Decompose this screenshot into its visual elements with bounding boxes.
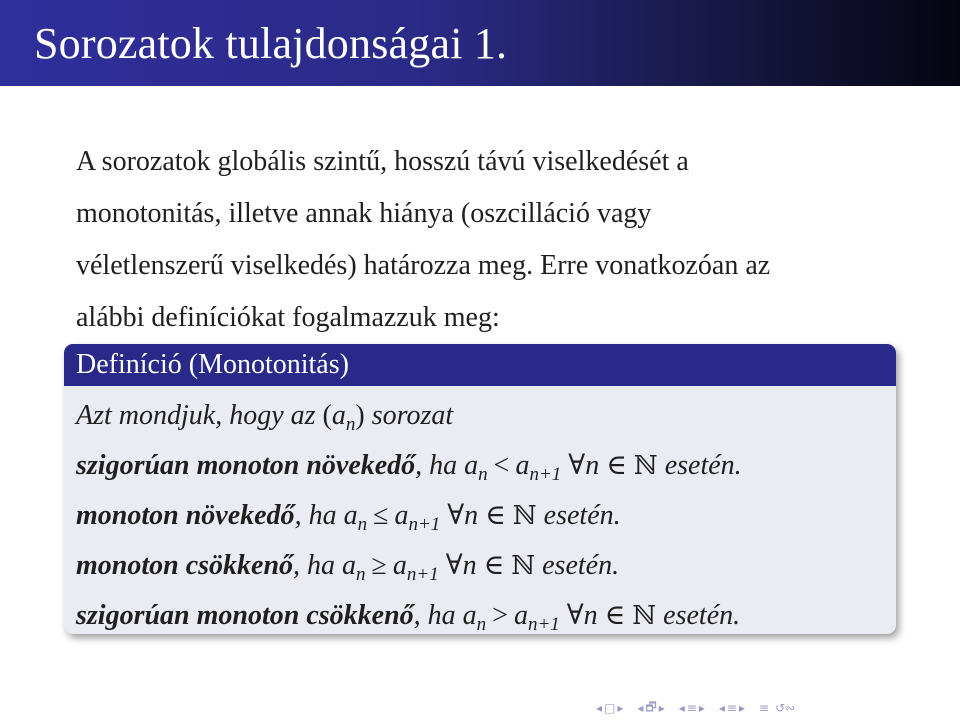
rhs-var: a — [515, 450, 530, 481]
seq-open-paren: ( — [322, 400, 332, 431]
definition-header: Definíció (Monotonitás) — [64, 344, 896, 386]
rhs-sub: n+1 — [529, 464, 562, 485]
nav-prev-icon[interactable]: ◂ — [678, 701, 685, 715]
lhs-sub: n — [356, 564, 366, 585]
naturals-symbol: ℕ — [512, 501, 537, 531]
definition-term: szigorúan monoton növekedő — [76, 450, 416, 481]
lhs-var: a — [464, 450, 479, 481]
definition-item — [76, 542, 896, 592]
definition-lead-text: Azt mondjuk, hogy az — [76, 400, 316, 431]
intro-line: A sorozatok globális szintű, hosszú távú viselkedését a — [76, 146, 689, 177]
definition-item — [76, 592, 896, 634]
naturals-symbol: ℕ — [632, 601, 657, 631]
nav-next-icon[interactable]: ▸ — [658, 701, 665, 715]
beamer-navigation-bar — [596, 700, 795, 716]
nav-prev-icon[interactable]: ◂ — [718, 701, 725, 715]
lhs-sub: n — [357, 514, 368, 535]
rhs-sub: n+1 — [406, 564, 439, 585]
nav-prev-icon[interactable]: ◂ — [637, 701, 644, 715]
seq-subscript: n — [345, 414, 356, 435]
definition-item — [76, 492, 896, 542]
nav-subsection-icon[interactable]: 🗗 — [645, 699, 657, 714]
slide-title-bar — [0, 0, 960, 86]
rhs-sub: n+1 — [408, 514, 441, 535]
definition-cond: , ha — [415, 450, 458, 481]
naturals-symbol: ℕ — [633, 451, 658, 481]
definition-end: esetén. — [663, 600, 741, 631]
definition-body — [64, 386, 896, 634]
definition-end: esetén. — [543, 500, 621, 531]
intro-paragraph — [76, 136, 896, 344]
nav-next-icon[interactable]: ▸ — [738, 701, 745, 715]
nav-section-group[interactable] — [679, 701, 705, 715]
forall-clause: ∀n ∈ — [566, 600, 626, 631]
intro-line: véletlenszerű viselkedés) határozza meg. Erre vonatkozóan az — [76, 250, 771, 281]
definition-end: esetén. — [664, 450, 742, 481]
lhs-var: a — [343, 500, 358, 531]
definition-cond: , ha — [293, 550, 336, 581]
definition-cond: , ha — [294, 500, 337, 531]
forall-clause: ∀n ∈ — [447, 500, 506, 531]
slide-title: Sorozatok tulajdonságai 1. — [34, 19, 508, 68]
forall-clause: ∀n ∈ — [568, 450, 627, 481]
definition-term: monoton növekedő — [76, 500, 295, 531]
relation-symbol: ≥ — [371, 550, 387, 581]
rhs-var: a — [513, 600, 528, 631]
nav-align-icon[interactable]: ≡ — [759, 701, 770, 715]
nav-next-icon[interactable]: ▸ — [698, 701, 705, 715]
lhs-var: a — [342, 550, 357, 581]
seq-close-paren: ) — [355, 400, 365, 431]
definition-end: esetén. — [542, 550, 620, 581]
definition-block — [64, 344, 896, 634]
rhs-var: a — [392, 550, 407, 581]
lhs-sub: n — [478, 464, 488, 485]
lhs-sub: n — [476, 614, 487, 634]
naturals-symbol: ℕ — [511, 551, 536, 581]
relation-symbol: > — [492, 600, 508, 631]
definition-lead — [76, 392, 896, 442]
nav-frame-group[interactable] — [596, 701, 623, 715]
lhs-var: a — [462, 600, 477, 631]
forall-clause: ∀n ∈ — [445, 550, 505, 581]
definition-term: monoton csökkenő — [76, 550, 294, 581]
rhs-var: a — [394, 500, 409, 531]
rhs-sub: n+1 — [527, 614, 560, 634]
nav-next-icon[interactable]: ▸ — [617, 701, 624, 715]
nav-prev-icon[interactable]: ◂ — [596, 701, 603, 715]
nav-section-icon[interactable]: ≡ — [686, 701, 697, 715]
nav-search-zoom-icon[interactable]: ↺∾ — [775, 701, 796, 715]
definition-cond: , ha — [413, 600, 456, 631]
nav-subsection-group[interactable] — [637, 698, 664, 719]
definition-term: szigorúan monoton csökkenő — [76, 600, 414, 631]
nav-frame-icon[interactable]: □ — [604, 701, 616, 715]
intro-line: alábbi definíciókat fogalmazzuk meg: — [76, 302, 500, 333]
definition-lead-end: sorozat — [371, 400, 454, 431]
nav-document-group[interactable] — [719, 701, 745, 715]
definition-item — [76, 442, 896, 492]
nav-document-icon[interactable]: ≡ — [726, 701, 737, 715]
relation-symbol: ≤ — [373, 500, 389, 531]
seq-variable: a — [331, 400, 346, 431]
relation-symbol: < — [493, 450, 510, 481]
intro-line: monotonitás, illetve annak hiánya (oszcilláció vagy — [76, 198, 652, 229]
